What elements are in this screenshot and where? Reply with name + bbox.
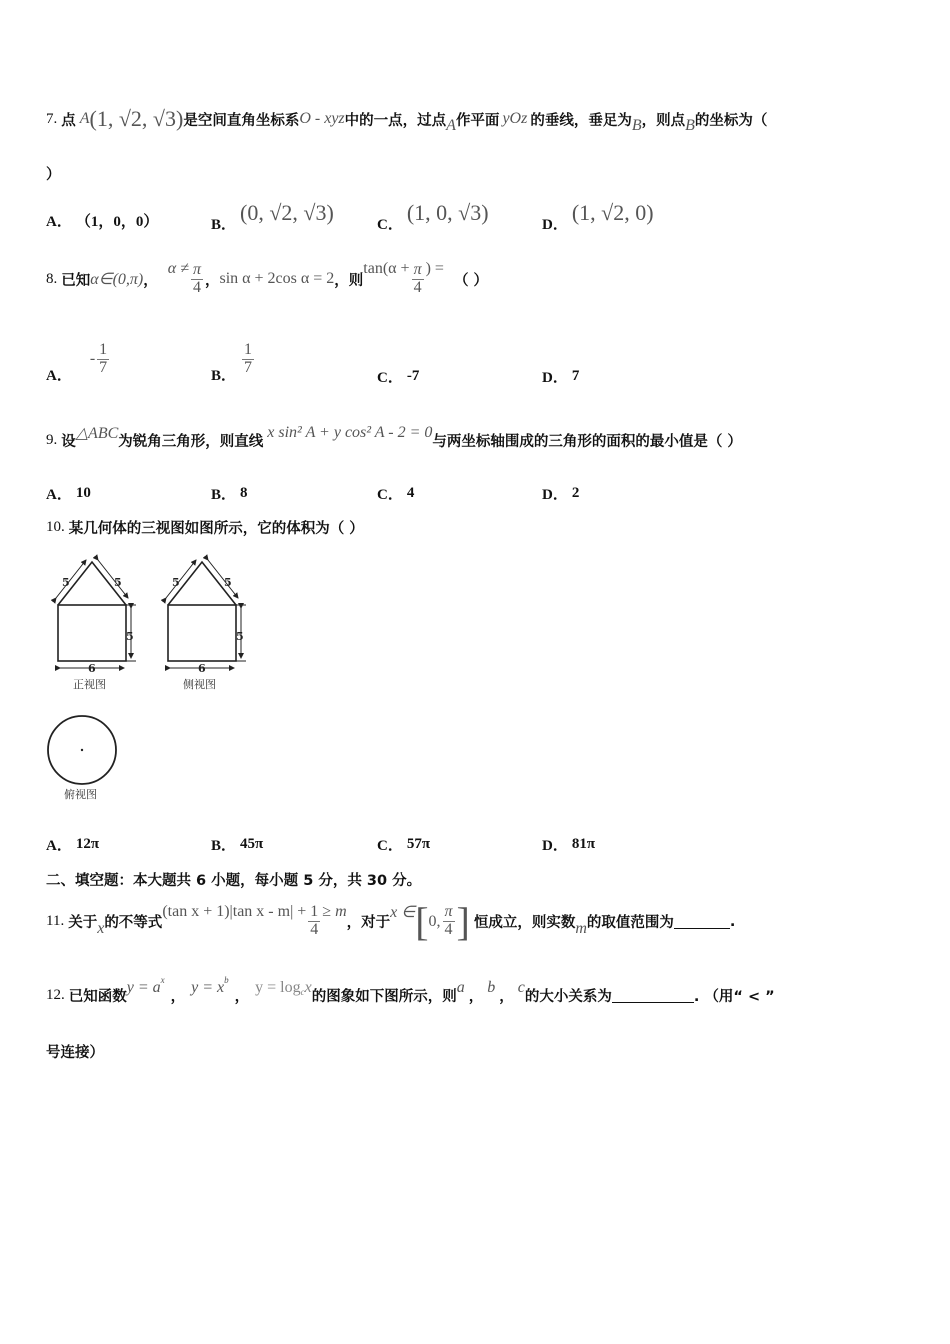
question-7: 7. 点 A (1, √2, √3) 是空间直角坐标系 O - xyz 中的一点，过点 A 作平面 yOz 的垂线，垂足为 B ，则点 B 的坐标为（: [46, 106, 768, 134]
svg-text:6: 6: [198, 662, 206, 675]
front-view-label: 正视图: [73, 678, 106, 691]
question-12-continued: 号连接）: [46, 1045, 104, 1061]
q10-option-a: A． 12π: [46, 836, 100, 854]
q10-option-b: B． 45π: [211, 836, 264, 854]
question-9: 9. 设 △ABC 为锐角三角形，则直线 x sin² A + y cos² A - 2 = 0 与两坐标轴围成的三角形的面积的最小值是（ ）: [46, 423, 742, 450]
q8-option-d: D． 7: [542, 368, 580, 386]
side-view-label: 侧视图: [183, 678, 216, 691]
question-10: 10. 某几何体的三视图如图所示，它的体积为（ ）: [46, 519, 364, 537]
svg-text:5: 5: [224, 576, 232, 589]
question-12: 12. 已知函数 y = a x ， y = x b ， y = log c x 的图象如下图所示，则 a ， b ， c 的大小关系为 . （用“ < ”: [46, 974, 775, 1005]
svg-text:5: 5: [62, 576, 70, 589]
q8-option-c: C． -7: [377, 368, 420, 386]
q9-option-b: B． 8: [211, 485, 248, 503]
question-8: 8. 已知 α∈(0,π) ， α ≠ $\frac{\pi}{4}$ ， sin α + 2cos α = 2 ，则 tan(α + $\frac{\pi}{4}$ ) = （ ）: [46, 260, 488, 296]
svg-text:5: 5: [236, 630, 244, 643]
point-a-coordinates: (1, √2, √3): [89, 106, 184, 131]
svg-text:5: 5: [172, 576, 180, 589]
three-view-figure: [40, 548, 260, 808]
svg-text:5: 5: [114, 576, 122, 589]
q9-option-a: A． 10: [46, 485, 91, 503]
question-11: 11. 关于 x 的不等式 (tan x + 1)|tan x - m| + $\frac{1}{4}$ ≥ m ，对于 x ∈ [ 0, $\frac{\pi}{4}$ ] 恒成立，则实数 m 的取值范围为 .: [46, 899, 736, 944]
q7-option-b: B． (0, √2, √3): [211, 200, 334, 233]
q7-option-c: C． (1, 0, √3): [377, 200, 489, 233]
question-7-close: ）: [46, 167, 61, 183]
section-2-heading: 二、填空题：本大题共 6 小题，每小题 5 分，共 30 分。: [46, 873, 422, 889]
svg-text:5: 5: [126, 630, 134, 643]
q10-option-c: C． 57π: [377, 836, 431, 854]
q8-option-b: B． $\frac{1}{7}$: [211, 341, 253, 384]
top-view-label: 俯视图: [64, 788, 97, 801]
answer-blank[interactable]: [674, 914, 730, 929]
question-number: 7.: [46, 110, 58, 127]
q8-option-a: A． - $\frac{1}{7}$: [46, 341, 108, 384]
q10-option-d: D． 81π: [542, 836, 596, 854]
answer-blank[interactable]: [612, 988, 694, 1003]
q7-option-d: D． (1, √2, 0): [542, 200, 654, 233]
top-view: [48, 716, 116, 784]
fraction-pi-over-4: $\frac{\pi}{4}$: [192, 261, 201, 296]
q9-option-c: C． 4: [377, 485, 415, 503]
svg-text:6: 6: [88, 662, 96, 675]
q7-option-a: A． （1，0，0）: [46, 214, 159, 230]
q9-option-d: D． 2: [542, 485, 580, 503]
